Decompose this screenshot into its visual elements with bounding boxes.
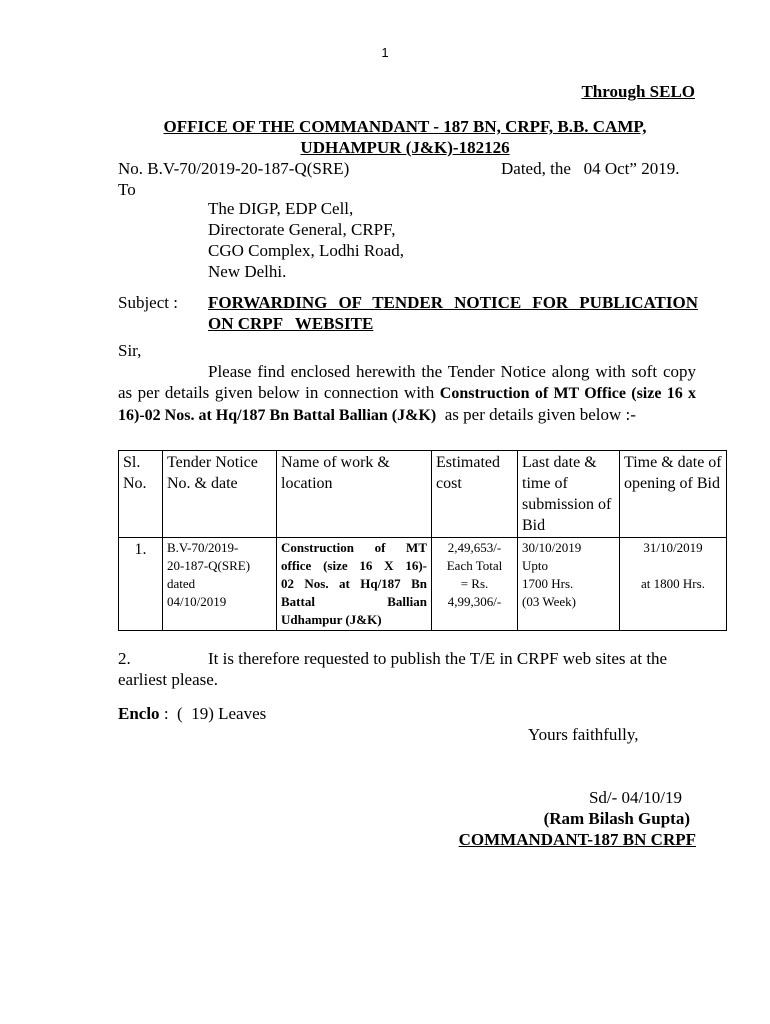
office-line-1: OFFICE OF THE COMMANDANT - 187 BN, CRPF, B.B. CAMP,: [163, 117, 647, 136]
cell-tender-notice: [163, 538, 277, 631]
opening-line: at 1800 Hrs.: [641, 576, 705, 591]
closing: Yours faithfully,: [528, 725, 639, 744]
opening-line: 31/10/2019: [643, 540, 703, 555]
through-selo: Through SELO: [581, 82, 695, 101]
last-date-line: (03 Week): [522, 594, 576, 609]
cell-sl-no: 1.: [119, 538, 163, 631]
cell-opening-date: [620, 538, 727, 631]
tender-table: [118, 450, 727, 631]
work-line: office (size 16 X 16)-: [281, 558, 427, 573]
to-label: To: [118, 180, 136, 199]
para2-number: 2.: [118, 649, 131, 668]
cost-line: 4,99,306/-: [447, 594, 502, 609]
table-header-row: [119, 451, 727, 538]
recipient-address: [208, 198, 404, 282]
header-opening-date: Time & date of opening of Bid: [620, 451, 727, 538]
header-tender-notice: Tender Notice No. & date: [163, 451, 277, 538]
body-paragraph-1: [118, 361, 696, 426]
signature-sd: Sd/- 04/10/19: [588, 788, 682, 807]
last-date-line: 30/10/2019: [522, 540, 582, 555]
salutation: Sir,: [118, 341, 142, 360]
page-number: 1: [381, 45, 389, 60]
work-line: Battal Ballian: [281, 594, 427, 609]
office-line-2: UDHAMPUR (J&K)-182126: [300, 138, 510, 157]
cell-last-date: [518, 538, 620, 631]
subject-line-2: ON CRPF WEBSITE: [208, 314, 374, 333]
para1-text-end: as per details given below :-: [436, 405, 636, 424]
subject-line-1: FORWARDING OF TENDER NOTICE FOR PUBLICATION: [208, 293, 698, 312]
cost-line: Each Total: [446, 558, 503, 573]
tender-line: B.V-70/2019-: [167, 540, 239, 555]
table-row: [119, 538, 727, 631]
tender-line: 20-187-Q(SRE): [167, 558, 251, 573]
address-line: CGO Complex, Lodhi Road,: [208, 241, 404, 260]
header-last-date: Last date & time of submission of Bid: [518, 451, 620, 538]
signature-designation: COMMANDANT-187 BN CRPF: [458, 830, 696, 849]
signature-name: (Ram Bilash Gupta): [543, 809, 690, 828]
para1-work-description: Construction of MT Office (size 16 x 16)-02 Nos. at Hq/187 Bn Battal Ballian (J&K): [118, 385, 696, 424]
last-date-line: 1700 Hrs.: [522, 576, 574, 591]
work-line: Udhampur (J&K): [281, 612, 382, 627]
enclosure: [118, 703, 266, 724]
address-line: The DIGP, EDP Cell,: [208, 199, 354, 218]
office-heading: [100, 116, 710, 158]
subject-label: Subject :: [118, 293, 178, 312]
address-line: New Delhi.: [208, 262, 287, 281]
address-line: Directorate General, CRPF,: [208, 220, 396, 239]
cost-line: = Rs.: [460, 576, 489, 591]
para2-text: It is therefore requested to publish the T/E in CRPF web sites at the earliest please.: [118, 649, 668, 689]
header-sl-no: Sl. No.: [119, 451, 163, 538]
enclosure-label: Enclo: [118, 704, 160, 723]
work-line: Construction of MT: [281, 540, 427, 555]
reference-date: Dated, the 04 Oct” 2019.: [501, 159, 680, 178]
tender-line: 04/10/2019: [167, 594, 227, 609]
subject-text: [208, 292, 698, 334]
work-line: 02 Nos. at Hq/187 Bn: [281, 576, 427, 591]
body-paragraph-2: [118, 648, 696, 690]
header-estimated-cost: Estimated cost: [432, 451, 518, 538]
cell-name-of-work: [277, 538, 432, 631]
cell-estimated-cost: [432, 538, 518, 631]
tender-line: dated: [167, 576, 196, 591]
enclosure-text: : ( 19) Leaves: [159, 704, 267, 723]
reference-number: No. B.V-70/2019-20-187-Q(SRE): [118, 159, 350, 178]
cost-line: 2,49,653/-: [447, 540, 502, 555]
last-date-line: Upto: [522, 558, 548, 573]
header-name-of-work: Name of work & location: [277, 451, 432, 538]
para1-text: Please find enclosed herewith the Tender Notice along with soft copy as per details given below in connection with: [118, 362, 696, 402]
